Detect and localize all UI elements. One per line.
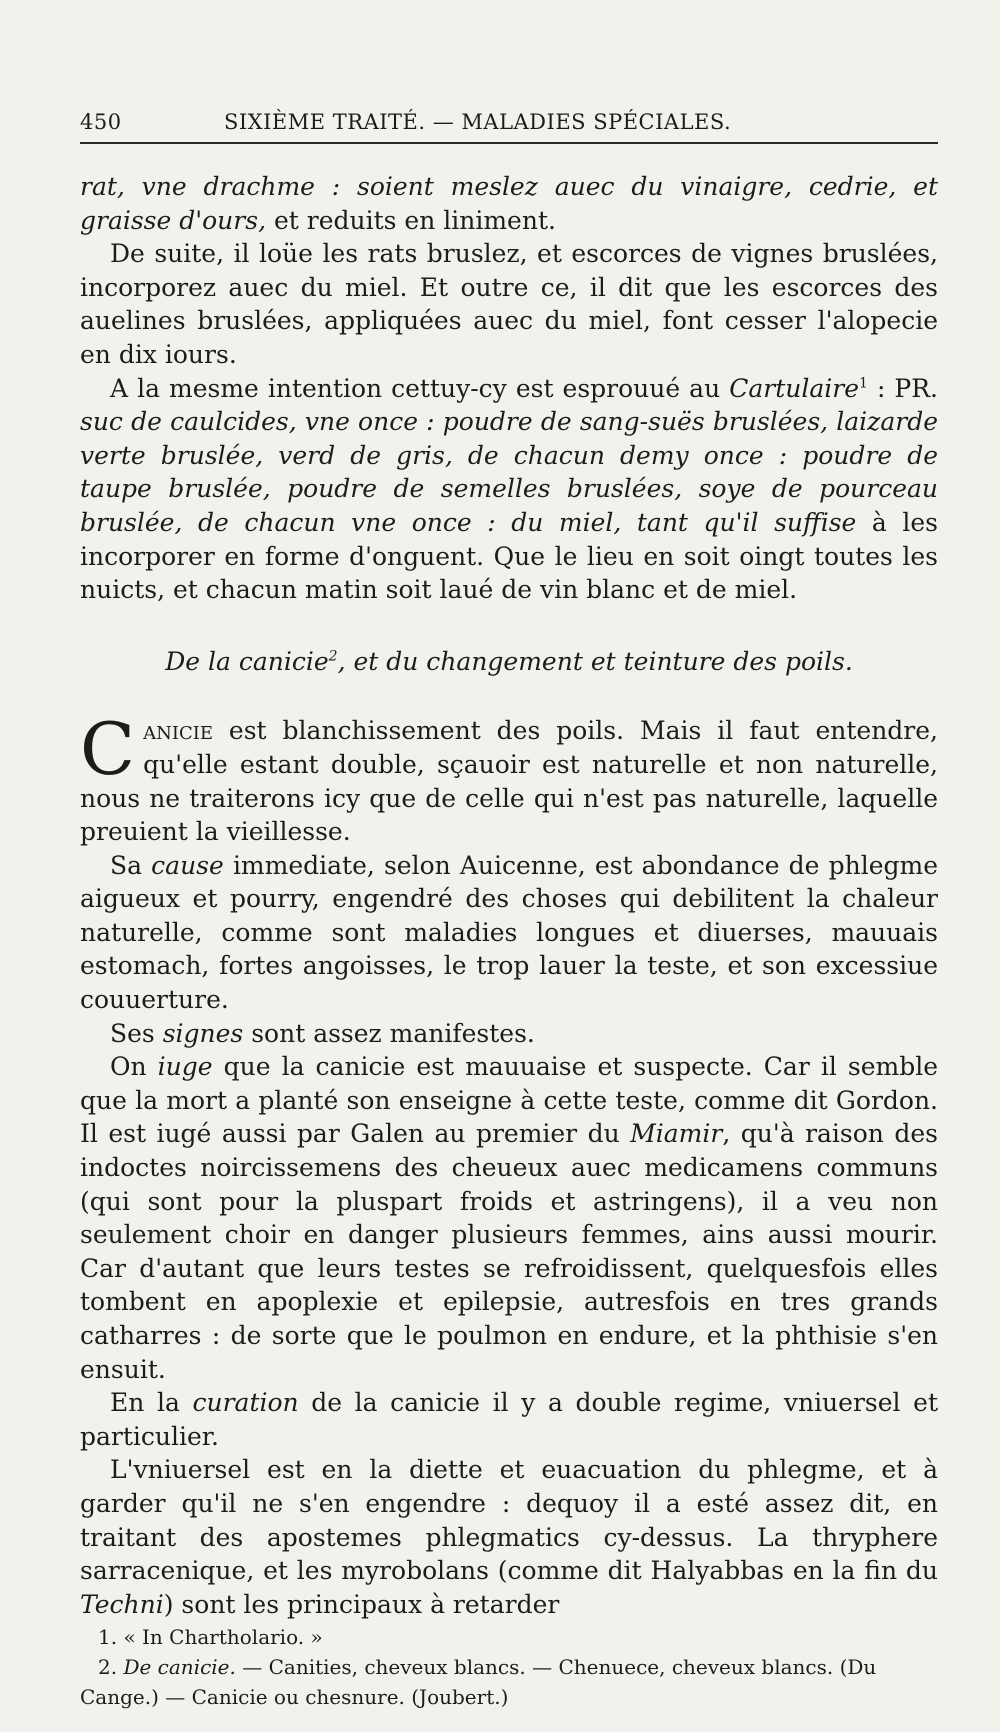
page-number: 450 xyxy=(80,110,122,134)
section-title-text-a: De la canicie xyxy=(165,646,329,676)
section-title-text-b: , et du changement et teinture des poils. xyxy=(337,646,853,676)
cartulaire-ref: Cartulaire xyxy=(729,373,859,403)
paragraph-5-text-a: Sa xyxy=(110,850,152,880)
paragraph-8-text-a: En la xyxy=(110,1388,193,1418)
miamir-title: Miamir xyxy=(630,1119,723,1149)
paragraph-8-text-b: de la canicie il y a double regime, vniuersel et particulier. xyxy=(80,1388,938,1451)
page-header xyxy=(80,110,938,144)
paragraph-4 xyxy=(80,707,938,848)
footnote-ref-2: 2 xyxy=(328,648,338,665)
techni-title: Techni xyxy=(80,1589,164,1619)
footnote-ref-1: 1 xyxy=(859,375,868,392)
paragraph-7-text-a: On xyxy=(110,1052,158,1082)
curation-term: curation xyxy=(192,1388,299,1418)
signes-term: signes xyxy=(162,1018,244,1048)
paragraph-1 xyxy=(80,170,938,237)
paragraph-9 xyxy=(80,1453,938,1621)
paragraph-9-text-b: ) sont les principaux à retarder xyxy=(163,1589,560,1619)
paragraph-5 xyxy=(80,849,938,1017)
footnote-2-text: — Canities, cheveux blancs. — Chenuece, cheveux blancs. (Du Cange.) — Canicie ou chesnure. (Joubert.) xyxy=(80,1655,877,1709)
recipe-text: suc de caulcides, vne once : poudre de sang-suës bruslées, laizarde verte bruslée, verd de gris, de chacun demy once : poudre de taupe bruslée, poudre de semelles bruslées, soye de pourceau bruslée, de chacun vne once : du miel, tant qu'il suffise xyxy=(80,407,938,537)
paragraph-9-text-a: L'vniuersel est en la diette et euacuation du phlegme, et à garder qu'il ne s'en engendre : dequoy il a esté assez dit, en traitant des apostemes phlegmatics cy-dessus. La thryphere sarracenique, et les myrobolans (comme dit Halyabbas en la fin du xyxy=(80,1455,938,1586)
paragraph-6 xyxy=(80,1017,938,1051)
paragraph-3-text-a: A la mesme intention cettuy-cy est esprouué au xyxy=(110,373,730,403)
running-head: SIXIÈME TRAITÉ. — MALADIES SPÉCIALES. xyxy=(224,110,732,134)
section-title xyxy=(80,645,938,679)
paragraph-7 xyxy=(80,1050,938,1386)
paragraph-7-text-c: , qu'à raison des indoctes noircissemens des cheueux auec medicamens communs (qui sont pour la pluspart froids et astringens), il a veu non seulement choir en danger plusieurs femmes, ains aussi mourir. Car d'autant que leurs testes se refroidissent, quelquesfois elles tombent en apoplexie et epilepsie, autresfois en tres grands catharres : de sorte que le poulmon en endure, et la phthisie s'en ensuit. xyxy=(80,1119,938,1384)
iuge-term: iuge xyxy=(157,1052,213,1082)
footnote-2-number: 2. xyxy=(98,1655,124,1679)
paragraph-3 xyxy=(80,372,938,607)
paragraph-3-text-c: à les incorporer en forme d'onguent. Que le lieu en soit oingt toutes les nuicts, et chacun matin soit laué de vin blanc et de miel. xyxy=(80,507,938,605)
small-caps-word: anicie xyxy=(143,716,213,746)
main-text xyxy=(80,170,938,1621)
paragraph-1-text: et reduits en liniment. xyxy=(266,205,556,235)
drop-cap: C xyxy=(80,707,136,792)
paragraph-5-text-b: immediate, selon Auicenne, est abondance de phlegme aigueux et pourry, engendré des choses qui debilitent la chaleur naturelle, comme sont maladies longues et diuerses, mauuais estomach, fortes angoisses, le trop lauer la teste, et son excessiue couuerture. xyxy=(80,850,939,1015)
paragraph-8 xyxy=(80,1386,938,1453)
footnote-2 xyxy=(80,1652,938,1712)
paragraph-7-text-b: que la canicie est mauuaise et suspecte. Car il semble que la mort a planté son enseigne à cette teste, comme dit Gordon. Il est iugé aussi par Galen au premier du xyxy=(80,1052,938,1149)
paragraph-4-text: est blanchissement des poils. Mais il faut entendre, qu'elle estant double, sçauoir est naturelle et non naturelle, nous ne traiterons icy que de celle qui n'est pas naturelle, laquelle preuient la vieillesse. xyxy=(80,716,938,847)
paragraph-6-text-a: Ses xyxy=(110,1018,163,1048)
paragraph-1-italic: rat, vne drachme : soient meslez auec du vinaigre, cedrie, et graisse d'ours, xyxy=(80,172,938,235)
paragraph-2: De suite, il loüe les rats bruslez, et escorces de vignes bruslées, incorporez auec du miel. Et outre ce, il dit que les escorces des auelines bruslées, appliquées auec du miel, font cesser l'alopecie en dix iours. xyxy=(80,239,938,369)
paragraph-6-text-b: sont assez manifestes. xyxy=(243,1018,535,1048)
footnote-2-italic: De canicie. xyxy=(123,1655,236,1679)
footnote-1: 1. « In Chartholario. » xyxy=(98,1625,323,1649)
cause-term: cause xyxy=(151,850,224,880)
footnotes xyxy=(80,1622,938,1712)
paragraph-3-text-b: : PR. xyxy=(867,373,938,403)
